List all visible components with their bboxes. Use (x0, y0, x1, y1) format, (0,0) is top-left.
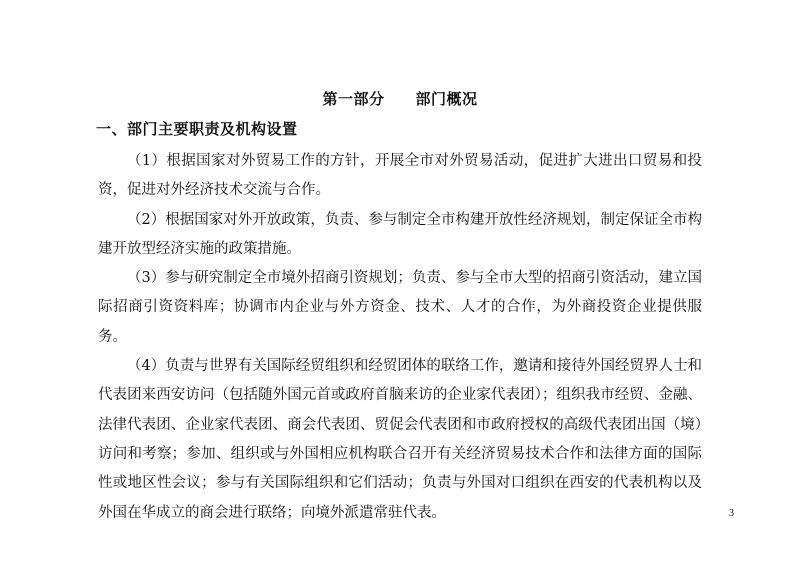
part-title: 第一部分 部门概况 (322, 90, 478, 108)
paragraph-duty-2: （2）根据国家对外开放政策，负责、参与制定全市构建开放性经济规划，制定保证全市构建开放型经济实施的政策措施。 (98, 211, 702, 257)
paragraph-duty-3: （3）参与研究制定全市境外招商引资规划；负责、参与全市大型的招商引资活动，建立国际招商引资资料库；协调市内企业与外方资金、技术、人才的合作，为外商投资企业提供服务。 (98, 270, 702, 345)
paragraph-duty-4: （4）负责与世界有关国际经贸组织和经贸团体的联络工作，邀请和接待外国经贸界人士和代表团来西安访问（包括随外国元首或政府首脑来访的企业家代表团）；组织我市经贸、金融、法律代表团、企业家代表团、商会代表团、贸促会代表团和市政府授权的高级代表团出国（境）访问和考察；参加、组织或与外国相应机构联合召开有关经济贸易技术合作和法律方面的国际性或地区性会议；参与有关国际组织和它们活动；负责与外国对口组织在西安的代表机构以及外国在华成立的商会进行联络；向境外派遣常驻代表。 (98, 358, 702, 521)
body-text (98, 147, 702, 528)
paragraph-duty-1: （1）根据国家对外贸易工作的方针，开展全市对外贸易活动，促进扩大进出口贸易和投资，促进对外经济技术交流与合作。 (98, 153, 702, 199)
page-number: 3 (729, 508, 734, 519)
section-heading: 一、部门主要职责及机构设置 (96, 120, 298, 138)
